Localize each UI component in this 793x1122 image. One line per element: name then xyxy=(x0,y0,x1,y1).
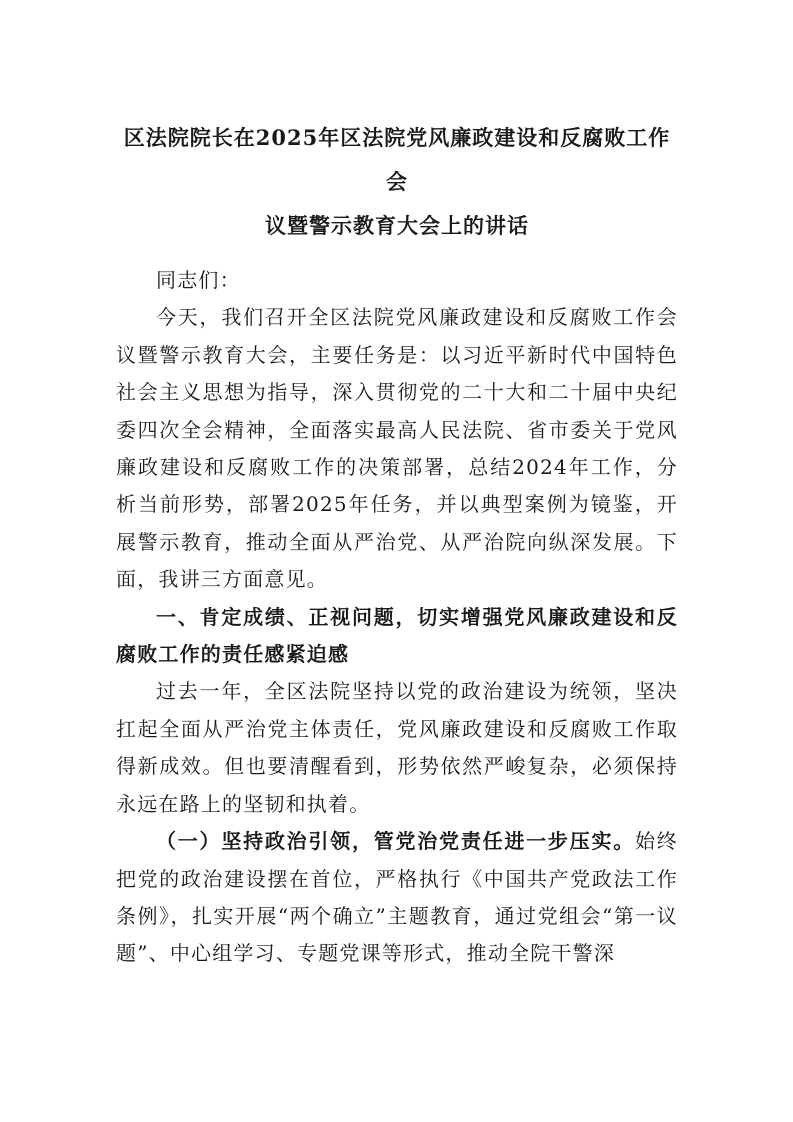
item-1-lead: （一）坚持政治引领，管党治党责任进一步压实。 xyxy=(156,829,636,854)
document-page xyxy=(116,116,678,973)
title-line-2: 议暨警示教育大会上的讲话 xyxy=(265,213,529,238)
item-1-body: 始终把党的政治建设摆在首位，严格执行《中国共产党政法工作条例》，扎实开展“两个确立”主题教育，通过党组会“第一议题”、中心组学习、专题党课等形式，推动全院干警深 xyxy=(116,829,678,966)
section-1-paragraph: 过去一年，全区法院坚持以党的政治建设为统领，坚决扛起全面从严治党主体责任，党风廉政建设和反腐败工作取得新成效。但也要清醒看到，形势依然严峻复杂，必须保持永远在路上的坚韧和执着。 xyxy=(116,679,678,816)
section-1-heading: 一、肯定成绩、正视问题，切实增强党风廉政建设和反腐败工作的责任感紧迫感 xyxy=(116,604,678,667)
document-title xyxy=(116,116,678,248)
item-1-paragraph xyxy=(116,823,678,973)
intro-paragraph: 今天，我们召开全区法院党风廉政建设和反腐败工作会议暨警示教育大会，主要任务是：以习近平新时代中国特色社会主义思想为指导，深入贯彻党的二十大和二十届中央纪委四次全会精神，全面落实最高人民法院、省市委关于党风廉政建设和反腐败工作的决策部署，总结2024年工作，分析当前形势，部署2025年任务，并以典型案例为镜鉴，开展警示教育，推动全面从严治党、从严治院向纵深发展。下面，我讲三方面意见。 xyxy=(116,305,678,592)
title-line-1: 区法院院长在2025年区法院党风廉政建设和反腐败工作会 xyxy=(123,125,671,194)
salutation: 同志们： xyxy=(156,268,241,292)
